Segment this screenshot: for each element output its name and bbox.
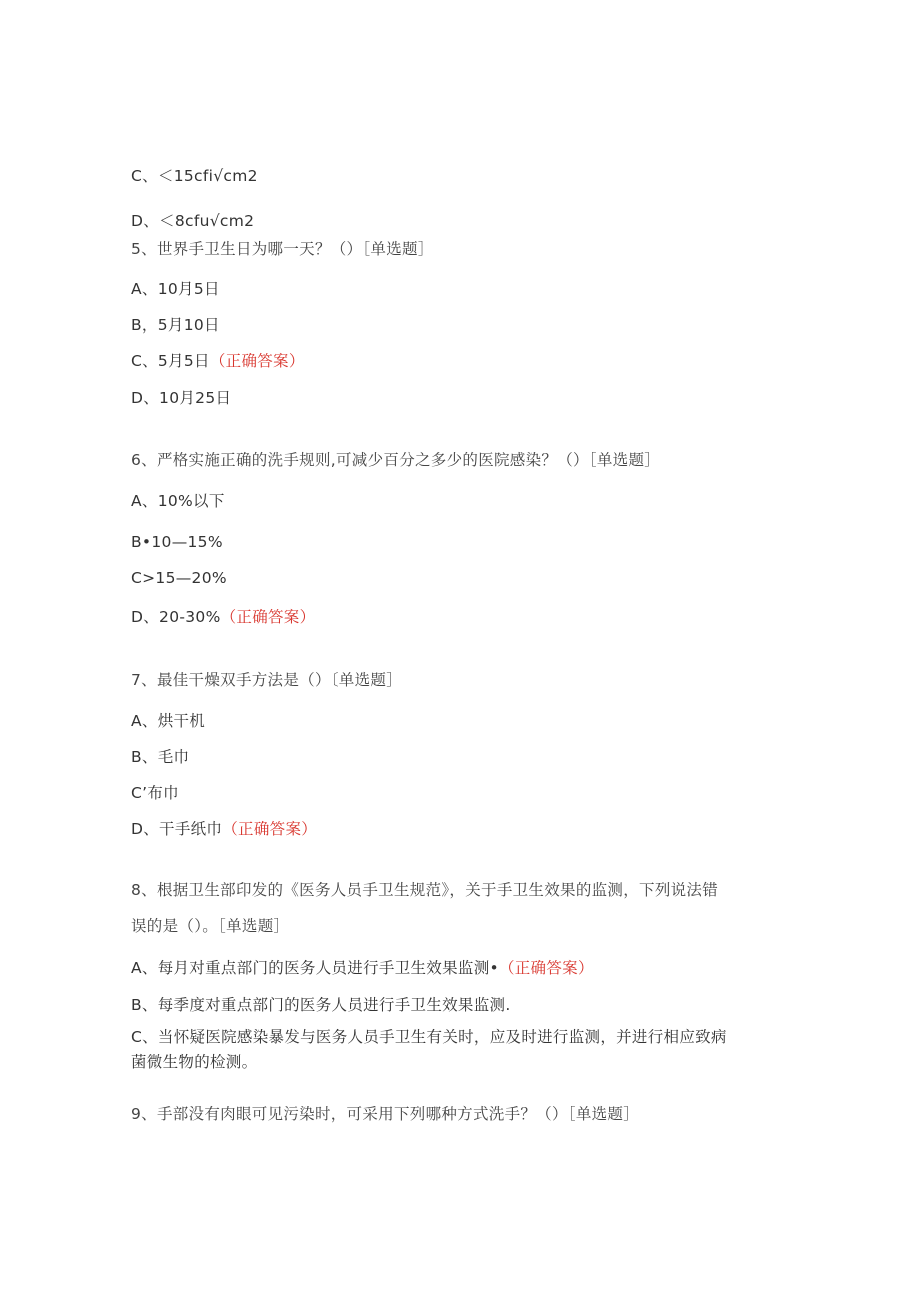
q5-option-c [131,351,305,371]
option-text: C、＜15cfi√cm2 [131,167,258,185]
option-text: C、5月5日 [131,352,210,370]
question-8-stem-line-2: 误的是（）。［单选题］ [131,917,290,935]
q7-option-b [131,747,189,767]
option-text: A、烘干机 [131,712,206,730]
option-text: D、干手纸巾 [131,820,223,838]
question-7-stem: 7、最佳干燥双手方法是（）〔单选题］ [131,671,403,689]
option-text: B、每季度对重点部门的医务人员进行手卫生效果监测. [131,996,511,1014]
q6-option-d [131,607,315,627]
option-text: A、每月对重点部门的医务人员进行手卫生效果监测• [131,959,499,977]
option-text: D、20-30% [131,608,221,626]
option-text: A、10%以下 [131,492,225,510]
q5-option-b [131,315,220,335]
option-text: D、10月25日 [131,389,232,407]
q7-option-c [131,783,179,803]
option-text: A、10月5日 [131,280,220,298]
option-text: D、＜8cfu√cm2 [131,212,255,230]
question-9-stem: 9、手部没有肉眼可见污染时，可采用下列哪种方式洗手？（）［单选题］ [131,1105,640,1123]
correct-answer-mark: （正确答案） [220,608,316,626]
question-8-stem-line-1: 8、根据卫生部印发的《医务人员手卫生规范》，关于手卫生效果的监测，下列说法错 [131,881,719,899]
option-c [131,166,258,186]
option-text: B，5月10日 [131,316,220,334]
q8-option-a [131,958,594,978]
option-text: C>15—20% [131,569,227,587]
option-text: C’布巾 [131,784,179,802]
option-text: B•10—15% [131,533,223,551]
q8-option-c-line-2: 菌微生物的检测。 [131,1053,258,1071]
question-5-stem: 5、世界手卫生日为哪一天？（）［单选题］ [131,240,434,258]
q7-option-d [131,819,317,839]
q6-option-c [131,568,227,588]
q6-option-b [131,532,223,552]
q7-option-a [131,711,205,731]
correct-answer-mark: （正确答案） [209,352,305,370]
option-text: B、毛巾 [131,748,190,766]
correct-answer-mark: （正确答案） [222,820,318,838]
q5-option-a [131,279,220,299]
q8-option-b [131,995,511,1015]
q6-option-a [131,491,225,511]
question-6-stem: 6、严格实施正确的洗手规则,可减少百分之多少的医院感染？（）［单选题］ [131,451,661,469]
q5-option-d [131,388,231,408]
q8-option-c-line-1: C、当怀疑医院感染暴发与医务人员手卫生有关时，应及时进行监测，并进行相应致病 [131,1028,727,1046]
option-d [131,211,254,231]
correct-answer-mark: （正确答案） [498,959,594,977]
